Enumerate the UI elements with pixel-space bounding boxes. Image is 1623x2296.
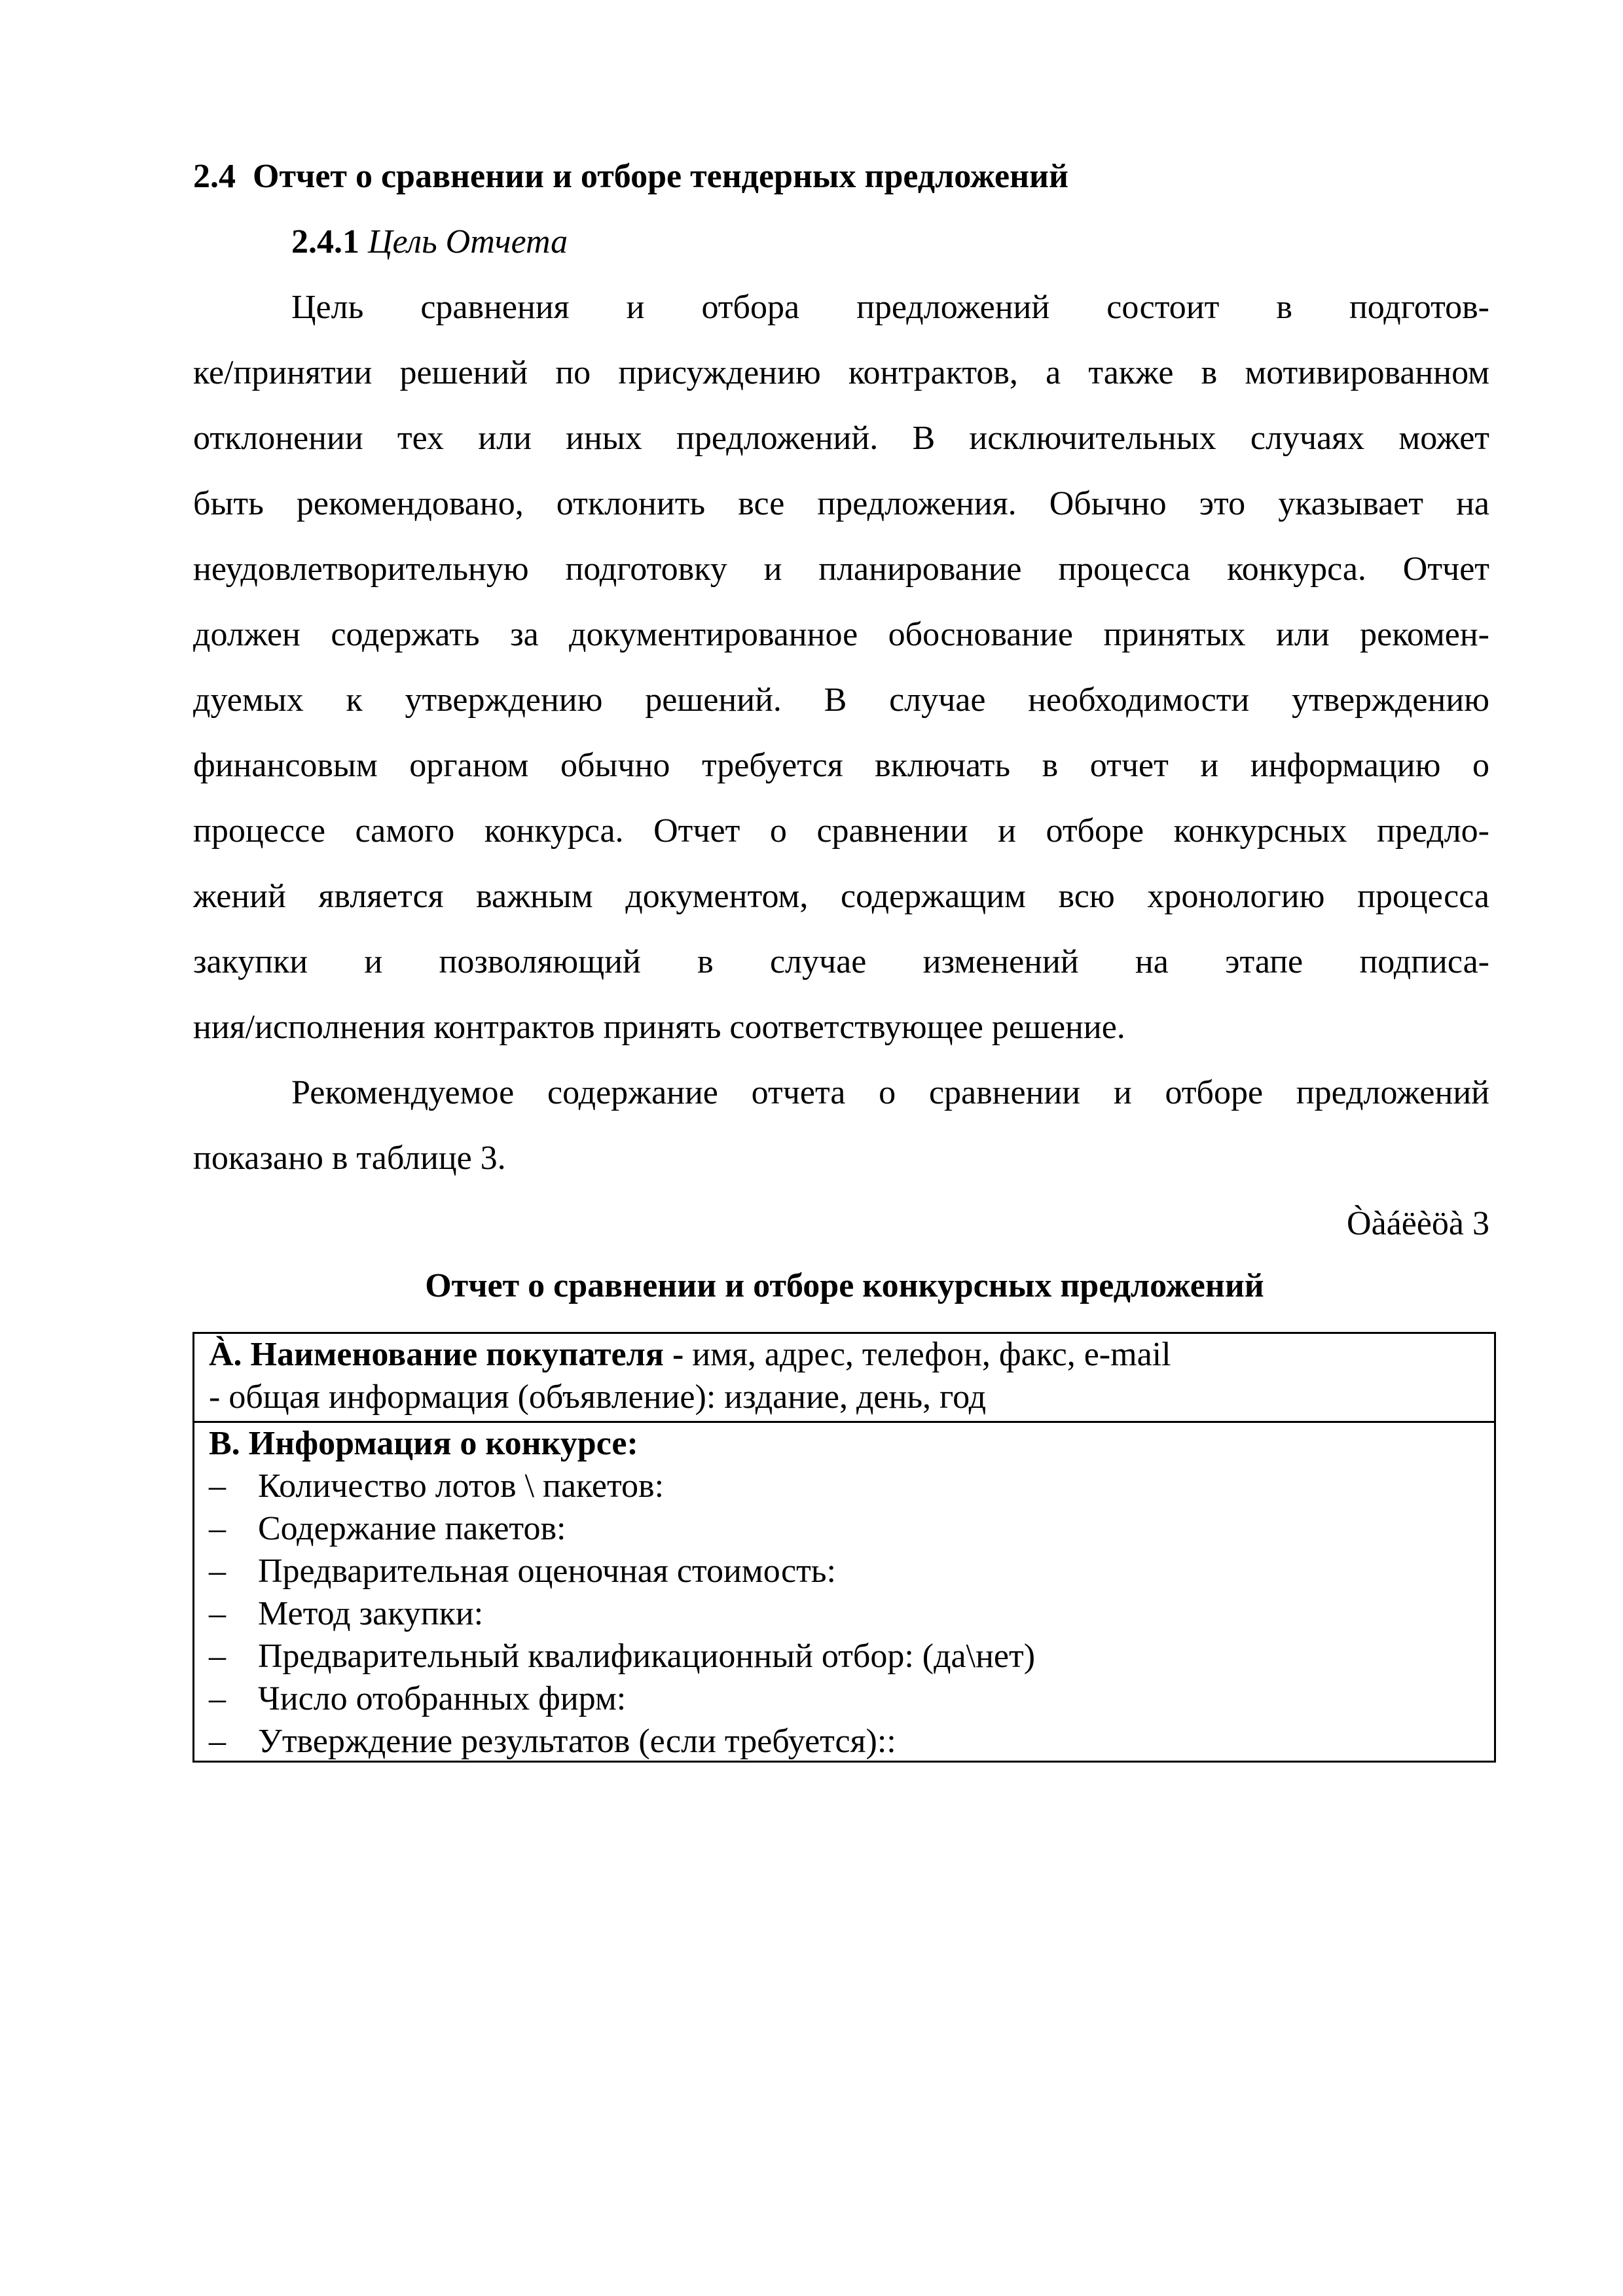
dash-bullet: – xyxy=(209,1552,226,1590)
dash-bullet: – xyxy=(209,1595,226,1632)
subsection-number: 2.4.1 xyxy=(291,223,359,260)
section-number: 2.4 xyxy=(193,158,236,195)
section-title: Отчет о сравнении и отборе тендерных предложений xyxy=(253,158,1068,195)
list-item xyxy=(209,1594,483,1634)
list-item xyxy=(209,1467,664,1506)
list-item xyxy=(209,1679,626,1719)
dash-bullet: – xyxy=(209,1638,226,1675)
list-item-text: Число отобранных фирм: xyxy=(258,1680,627,1717)
body-line: жений является важным документом, содержащим всю хронологию процесса xyxy=(193,878,1489,915)
table-title: Отчет о сравнении и отборе конкурсных предложений xyxy=(425,1267,1264,1304)
body-line: Рекомендуемое содержание отчета о сравнении и отборе предложений xyxy=(291,1074,1489,1111)
body-line: закупки и позволяющий в случае изменений на этапе подписа- xyxy=(193,943,1489,980)
body-line: должен содержать за документированное обоснование принятых или рекомен- xyxy=(193,616,1489,653)
report-table xyxy=(192,1332,1496,1763)
dash-bullet: – xyxy=(209,1723,226,1760)
list-item xyxy=(209,1722,896,1761)
section-a-fields: имя, адрес, телефон, факс, e-mail xyxy=(684,1336,1171,1373)
list-item-text: Содержание пакетов: xyxy=(258,1510,566,1547)
list-item-text: Метод закупки: xyxy=(258,1595,484,1632)
subsection-heading xyxy=(291,223,1489,262)
body-line: неудовлетворительную подготовку и планирование процесса конкурса. Отчет xyxy=(193,550,1489,588)
dash-bullet: – xyxy=(209,1467,226,1505)
section-a-line2: - общая информация (объявление): издание, день, год xyxy=(209,1378,987,1416)
list-item xyxy=(209,1509,566,1549)
subsection-title: Цель Отчета xyxy=(368,223,568,260)
body-line: Цель сравнения и отбора предложений состоит в подготов- xyxy=(291,289,1489,326)
list-item xyxy=(209,1637,1035,1676)
body-line: отклонении тех или иных предложений. В исключительных случаях может xyxy=(193,420,1489,457)
list-item-text: Количество лотов \ пакетов: xyxy=(258,1467,665,1505)
list-item-text: Предварительный квалификационный отбор: (да\нет) xyxy=(258,1638,1036,1675)
list-item xyxy=(209,1552,836,1591)
list-item-text: Предварительная оценочная стоимость: xyxy=(258,1552,836,1590)
body-line: финансовым органом обычно требуется включать в отчет и информацию о xyxy=(193,747,1489,784)
table-label: Òàáëèöà 3 xyxy=(1347,1205,1489,1242)
table-row-divider xyxy=(194,1421,1494,1423)
section-b-heading: B. Информация о конкурсе: xyxy=(209,1425,638,1462)
body-line: дуемых к утверждению решений. В случае необходимости утверждению xyxy=(193,681,1489,719)
body-line: ке/принятии решений по присуждению контрактов, а также в мотивированном xyxy=(193,354,1489,391)
section-a-label: À. Наименование покупателя - xyxy=(209,1336,684,1373)
body-line: показано в таблице 3. xyxy=(193,1139,506,1177)
dash-bullet: – xyxy=(209,1680,226,1717)
body-line: быть рекомендовано, отклонить все предложения. Обычно это указывает на xyxy=(193,485,1489,522)
section-heading xyxy=(193,157,1489,196)
dash-bullet: – xyxy=(209,1510,226,1547)
list-item-text: Утверждение результатов (если требуется):: xyxy=(258,1723,896,1760)
body-line: ния/исполнения контрактов принять соответствующее решение. xyxy=(193,1009,1125,1046)
body-line: процессе самого конкурса. Отчет о сравнении и отборе конкурсных предло- xyxy=(193,812,1489,850)
section-a-heading xyxy=(209,1335,1171,1374)
